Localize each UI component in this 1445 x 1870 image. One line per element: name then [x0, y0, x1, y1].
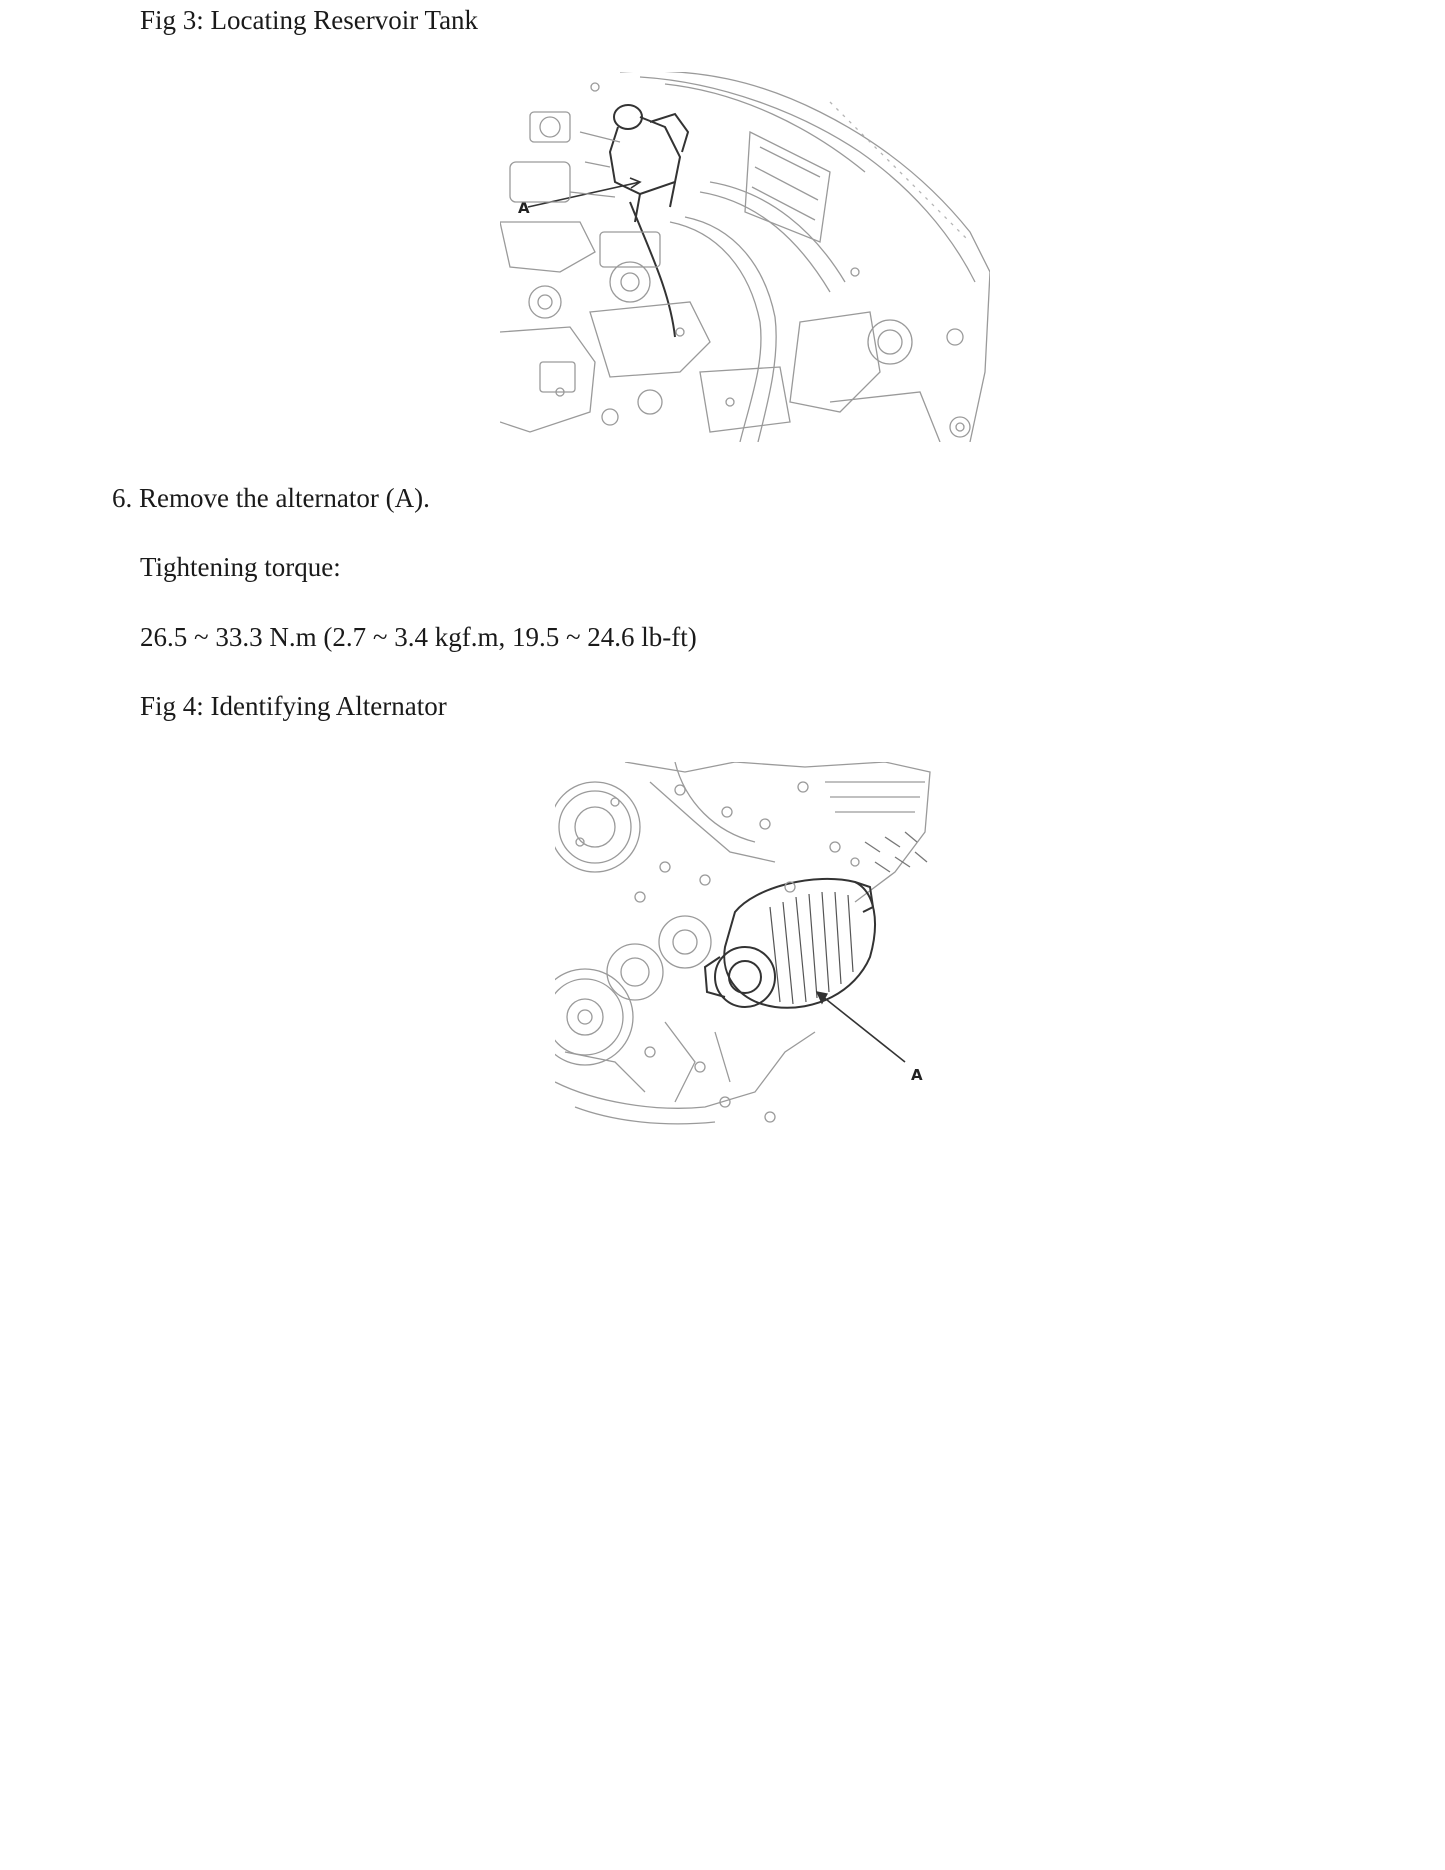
fig4-alternator-drawing [555, 762, 940, 1137]
fig4-caption: Fig 4: Identifying Alternator [140, 691, 447, 721]
fig3-callout-a: A [518, 199, 530, 217]
torque-label: Tightening torque: [140, 552, 341, 582]
step-6-number: 6. [112, 483, 133, 513]
step-6-text: Remove the alternator (A). [139, 483, 430, 513]
fig3-caption: Fig 3: Locating Reservoir Tank [140, 5, 479, 35]
fig4-callout-a: A [911, 1066, 923, 1084]
torque-value: 26.5 ~ 33.3 N.m (2.7 ~ 3.4 kgf.m, 19.5 ~ 24.6 lb-ft) [140, 622, 697, 652]
step-6 [112, 482, 430, 514]
fig3-reservoir-tank-drawing [500, 72, 990, 442]
